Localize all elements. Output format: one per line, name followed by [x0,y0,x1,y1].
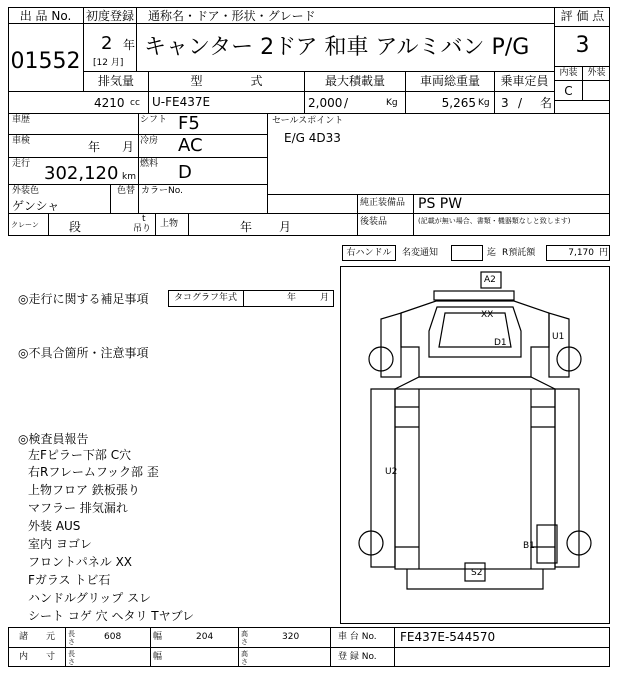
displacement-value: 4210 [94,96,125,110]
gvw-label: 車両総重量 [419,74,480,88]
mileage-value: 302,120 [44,163,119,184]
body-month-unit: 月 [279,220,292,234]
interior-grade: C [564,84,573,98]
equipment-label: 純正装備品 [360,198,406,208]
shift-label: シフト [140,115,168,125]
model-value: U-FE437E [152,95,211,109]
ac-value: AC [178,135,203,156]
inspector-line: 上物フロア 鉄板張り [28,483,140,497]
displacement-unit: cc [130,98,140,108]
crane-hang: 吊り [133,224,152,234]
width-value: 204 [196,632,214,642]
max-load-label: 最大積載量 [324,74,385,88]
aftermarket-note: (記載が無い場合、書類・機器類なしと致します) [418,217,571,225]
first-reg-year: 2 [101,33,113,54]
capacity-unit: 名 [540,96,553,110]
name-change-label: 名変通知 [402,248,439,258]
equipment-value: PS PW [418,196,463,212]
capacity-label: 乗車定員 [500,74,549,88]
crane-label: クレーン [11,221,39,229]
year-unit: 年 [123,38,136,52]
mark-xx: XX [481,310,494,320]
in-length-label: 長さ [68,650,75,666]
interior-dims-label: 内 寸 [18,652,55,662]
registration-label: 迄 [487,248,497,258]
mileage-label: 走行 [12,159,31,169]
driving-notes-label: ◎走行に関する補足事項 [18,292,149,306]
damage-diagram [340,266,610,624]
body-label: 上物 [160,219,179,229]
max-load-unit: Kg [386,98,398,108]
tacho-year-unit: 年 [287,293,297,303]
rhd-label: 右ハンドル [346,248,392,258]
inspection-year-unit: 年 [88,140,101,154]
defects-label: ◎不具合箇所・注意事項 [18,346,149,360]
chassis-label: 車 台 No. [338,632,377,642]
recycle-value: 7,170 [568,248,594,258]
color-label: 外装色 [12,186,40,196]
reg-label: 登 録 No. [338,652,377,662]
color-change-label: 色替 [117,186,136,196]
max-load-value: 2,000 [308,96,343,110]
aftermarket-label: 後装品 [360,217,388,227]
inspector-line: フロントパネル XX [28,555,133,569]
exterior-label: 外装 [587,68,606,78]
in-width-label: 幅 [153,652,163,662]
inspector-line: 室内 ヨゴレ [28,537,92,551]
inspector-line: 外装 AUS [28,519,81,533]
first-reg-month: [12 月] [93,58,124,68]
color-value: ゲンシャ [12,199,60,213]
inspector-line: シート コゲ 穴 ヘタリ Tヤブレ [28,609,195,623]
mark-a2: A2 [484,275,496,285]
interior-label: 内装 [559,68,578,78]
width-label: 幅 [153,632,163,642]
inspector-line: Fガラス トビ石 [28,573,111,587]
name-label: 通称名・ドア・形状・グレード [148,9,316,23]
grade-value: 3 [575,33,590,58]
in-height-label: 高さ [241,650,248,666]
mark-b1: B1 [523,541,535,551]
length-value: 608 [104,632,122,642]
crane-steps: 段 [69,220,82,234]
first-reg-label: 初度登録 [85,9,134,23]
inspector-label: ◎検査員報告 [18,432,89,446]
history-label: 車歴 [12,115,31,125]
lot-label: 出 品 No. [19,9,72,23]
fuel-label: 燃料 [140,159,159,169]
capacity-sep: / [518,96,523,110]
mark-s2: S2 [471,568,483,578]
body-year-unit: 年 [240,220,253,234]
sales-point-value: E/G 4D33 [284,131,341,145]
tachograph-label: タコグラフ年式 [174,293,238,303]
gvw-unit: Kg [478,98,490,108]
sales-point-label: セールスポイント [272,116,344,126]
vehicle-name: キャンター 2ドア 和車 アルミバン P/G [144,35,530,60]
gvw-value: 5,265 [441,96,476,110]
mark-u1: U1 [552,332,565,342]
grade-label: 評 価 点 [560,9,605,23]
capacity-value: 3 [501,96,509,110]
inspector-line: ハンドルグリップ スレ [28,591,152,605]
color-no-label: カラーNo. [141,186,183,196]
height-label: 高さ [241,630,248,646]
mark-d1: D1 [494,338,507,348]
model-label: 型 式 [190,74,263,88]
displacement-label: 排気量 [97,74,134,88]
fuel-value: D [178,162,192,183]
inspection-label: 車検 [12,136,31,146]
chassis-value: FE437E-544570 [400,630,496,644]
inspector-line: 左Fピラー下部 C穴 [28,448,132,462]
ac-label: 冷房 [140,136,159,146]
max-load-sep: / [344,96,349,110]
mileage-unit: km [122,172,136,182]
lot-number: 01552 [10,49,81,74]
mark-u2: U2 [385,467,398,477]
inspection-month-unit: 月 [122,140,135,154]
name-change-box [451,245,483,261]
crane-block [8,213,358,236]
recycle-unit: 円 [599,248,609,258]
inspector-line: マフラー 排気漏れ [28,501,128,515]
height-value: 320 [282,632,300,642]
shift-value: F5 [178,113,200,134]
dims-label: 諸 元 [18,632,55,642]
inspector-line: 右Rフレームフック部 歪 [28,465,159,479]
crane-ton: t [142,214,146,224]
tacho-month-unit: 月 [320,293,330,303]
length-label: 長さ [68,630,75,646]
mileage-reading-label: R預託額 [502,248,536,258]
